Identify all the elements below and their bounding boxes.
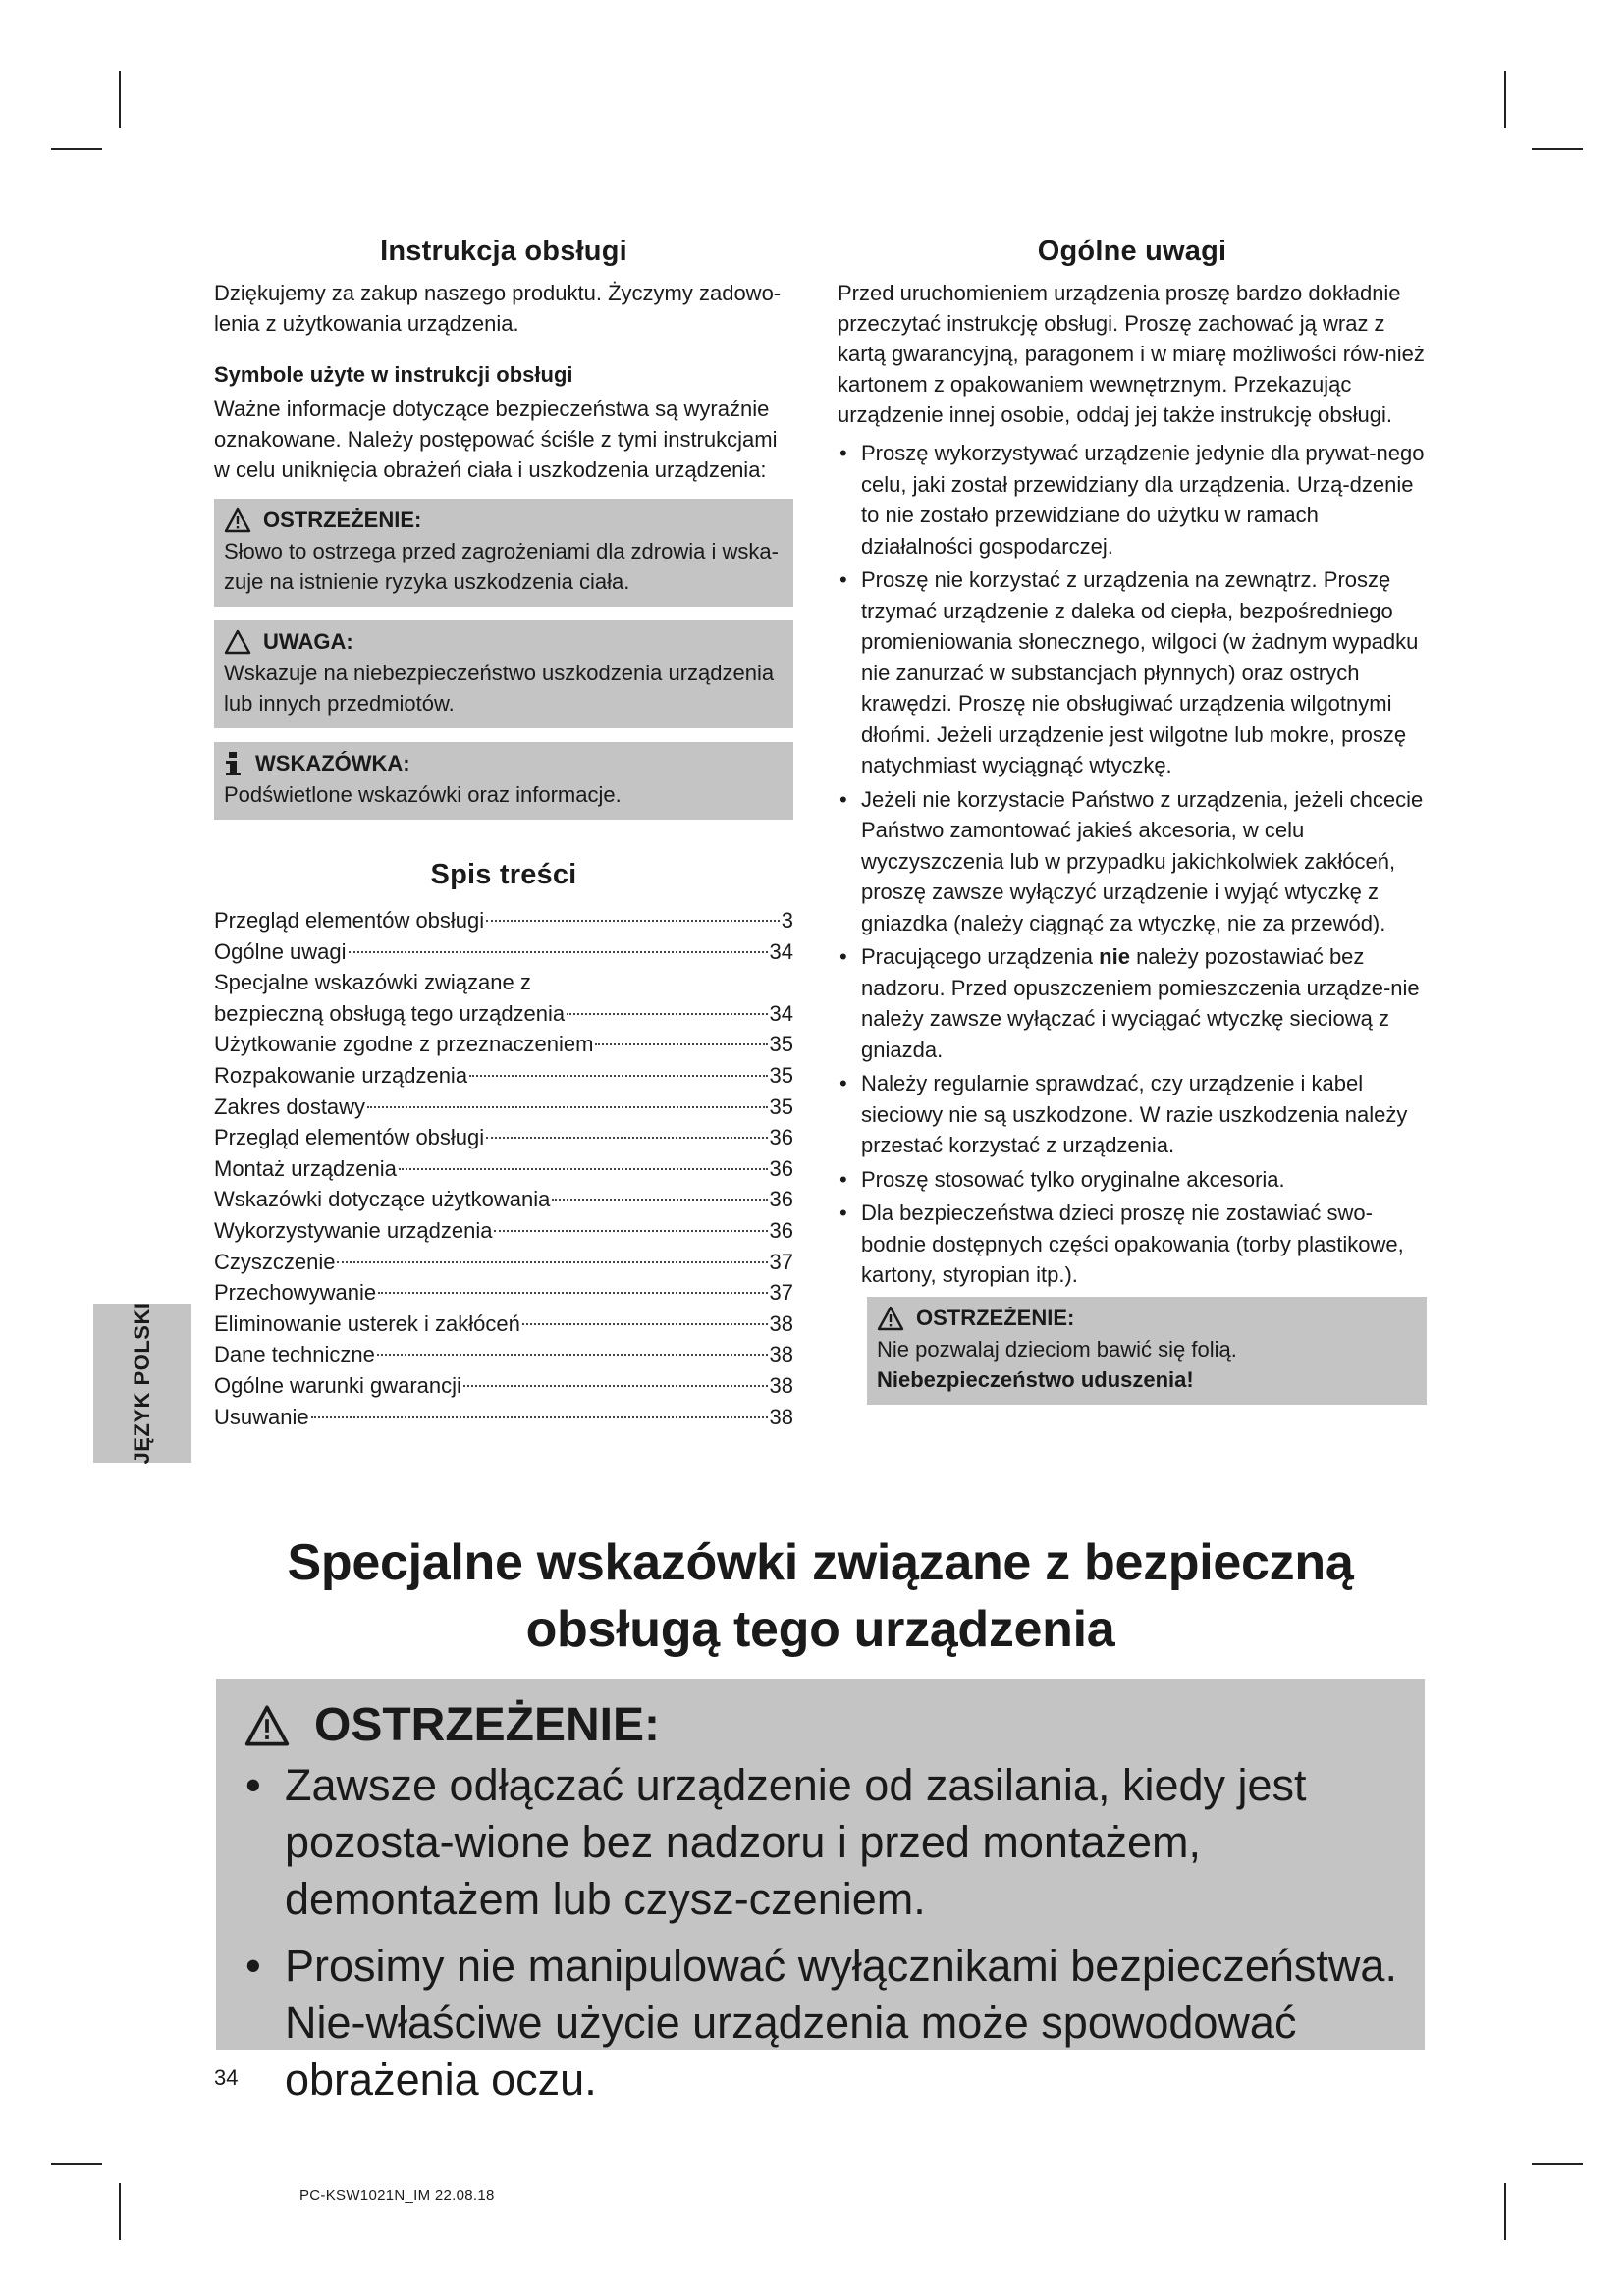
toc-entry: Rozpakowanie urządzenia 35: [214, 1062, 793, 1088]
list-item: • Proszę nie korzystać z urządzenia na zewnątrz. Proszę trzymać urządzenie z daleka od ciepła, bezpośredniego promieniowania słonecznego, wilgoci (w żadnym wypadku nie zanurzać w substancjach płynnych) oraz ostrych krawędzi. Proszę nie obsługiwać urządzenia wilgotnymi dłońmi. Jeżeli urządzenie jest wilgotne lub mokre, proszę natychmiast wyciągnąć wtyczkę.: [838, 564, 1427, 781]
crop-mark: [1532, 148, 1583, 150]
toc-entry-prefix: Specjalne wskazówki związane z: [214, 970, 531, 995]
toc-entry: Ogólne warunki gwarancji 38: [214, 1372, 793, 1398]
intro-title: Instrukcja obsługi: [380, 236, 627, 267]
toc-entry: Przegląd elementów obsługi 36: [214, 1125, 793, 1150]
list-item: • Jeżeli nie korzystacie Państwo z urządzenia, jeżeli chcecie Państwo zamontować jakieś akcesoria, w celu wyczyszczenia lub w przypadku jakichkolwiek zakłóceń, proszę zawsze wyłączyć urządzenie i wyjąć wtyczkę z gniazdka (należy ciągnąć za wtyczkę, nie za przewód).: [838, 784, 1427, 939]
symbols-text: Ważne informacje dotyczące bezpieczeństwa są wyraźnie oznakowane. Należy postępować ściśle z tymi instrukcjami w celu uniknięcia obrażeń ciała i uszkodzenia urządzenia:: [214, 397, 778, 482]
toc-entry: Użytkowanie zgodne z przeznaczeniem 35: [214, 1032, 793, 1057]
list-item: • Proszę stosować tylko oryginalne akcesoria.: [838, 1164, 1427, 1196]
general-notes-intro: Przed uruchomieniem urządzenia proszę bardzo dokładnie przeczytać instrukcję obsługi. Proszę zachować ją wraz z kartą gwarancyjną, paragonem i w miarę możliwości rów-nież kartonem z opakowaniem wewnętrznym. Przekazując urządzenie innej osobie, oddaj jej także instrukcję obsługi.: [838, 281, 1425, 427]
crop-mark: [119, 2183, 121, 2240]
hint-box-text: Podświetlone wskazówki oraz informacje.: [224, 782, 622, 807]
crop-mark: [51, 148, 102, 150]
crop-mark: [119, 71, 121, 128]
general-notes-title: Ogólne uwagi: [1037, 236, 1227, 267]
list-item: • Zawsze odłączać urządzenie od zasilania, kiedy jest pozosta-wione bez nadzoru i przed montażem, demontażem lub czysz-czeniem.: [234, 1757, 1425, 1928]
hint-box-title: WSKAZÓWKA:: [255, 751, 410, 775]
list-item: • Prosimy nie manipulować wyłącznikami bezpieczeństwa. Nie-właściwe użycie urządzenia może spowodować obrażenia oczu.: [234, 1938, 1425, 2109]
list-item: • Pracującego urządzenia nie należy pozostawiać bez nadzoru. Przed opuszczeniem pomieszczenia urządze-nie należy zawsze wyłączać i wyciągać wtyczkę sieciową z gniazda.: [838, 941, 1427, 1065]
children-warning-box: [867, 1297, 1427, 1405]
toc-entry: Zakres dostawy 35: [214, 1094, 793, 1119]
toc-entry: Wykorzystywanie urządzenia 36: [214, 1217, 793, 1243]
toc-entry: Przechowywanie 37: [214, 1280, 793, 1306]
symbols-heading: Symbole użyte w instrukcji obsługi: [214, 362, 573, 387]
warning-box-title: OSTRZEŻENIE:: [263, 507, 422, 532]
general-notes-list: [838, 438, 1427, 1291]
special-safety-title: Specjalne wskazówki związane z bezpieczną obsługą tego urządzenia: [287, 1534, 1354, 1658]
toc-entry: Czyszczenie 37: [214, 1249, 793, 1274]
language-tab: [93, 1304, 191, 1463]
crop-mark: [1504, 71, 1506, 128]
caution-box-title: UWAGA:: [263, 629, 353, 654]
toc-entry: Eliminowanie usterek i zakłóceń 38: [214, 1310, 793, 1336]
crop-mark: [1504, 2183, 1506, 2240]
warning-box-text: Słowo to ostrzega przed zagrożeniami dla zdrowia i wska-zuje na istnienie ryzyka uszkodzenia ciała.: [224, 539, 779, 594]
warning-triangle-icon: [224, 629, 251, 655]
toc-entry: Ogólne uwagi 34: [214, 938, 793, 964]
toc-entry: Wskazówki dotyczące użytkowania 36: [214, 1187, 793, 1212]
toc-entry: bezpieczną obsługą tego urządzenia 34: [214, 1000, 793, 1026]
info-icon: [224, 751, 244, 776]
intro-text: Dziękujemy za zakup naszego produktu. Życzymy zadowo-lenia z użytkowania urządzenia.: [214, 281, 782, 336]
footer-code: PC-KSW1021N_IM 22.08.18: [299, 2187, 495, 2204]
children-warning-title: OSTRZEŻENIE:: [916, 1305, 1075, 1330]
warning-triangle-icon: [877, 1306, 904, 1331]
crop-mark: [51, 2163, 102, 2165]
page-number: 34: [214, 2065, 239, 2090]
warning-triangle-icon: [224, 507, 251, 533]
children-warning-line2: Niebezpieczeństwo uduszenia!: [877, 1366, 1194, 1392]
toc-entry: Przegląd elementów obsługi 3: [214, 908, 793, 933]
caution-box-text: Wskazuje na niebezpieczeństwo uszkodzenia urządzenia lub innych przedmiotów.: [224, 661, 775, 716]
warning-triangle-icon: [244, 1704, 291, 1747]
warning-box: [214, 499, 793, 607]
special-warning-list: [216, 1757, 1425, 2109]
caution-box: [214, 620, 793, 728]
list-item: • Proszę wykorzystywać urządzenie jedynie dla prywat-nego celu, jaki został przewidziany dla urządzenia. Urzą-dzenie to nie zostało przewidziane do użytku w ramach działalności gospodarczej.: [838, 438, 1427, 561]
left-column: [214, 236, 793, 1432]
toc-entry: Usuwanie 38: [214, 1404, 793, 1429]
toc-entry: Montaż urządzenia 36: [214, 1155, 793, 1181]
toc-title: Spis treści: [430, 859, 577, 890]
hint-box: [214, 742, 793, 820]
list-item: • Dla bezpieczeństwa dzieci proszę nie zostawiać swo-bodnie dostępnych części opakowania (torby plastikowe, kartony, styropian itp.).: [838, 1198, 1427, 1291]
list-item: • Należy regularnie sprawdzać, czy urządzenie i kabel sieciowy nie są uszkodzone. W razie uszkodzenia należy przestać korzystać z urządzenia.: [838, 1068, 1427, 1161]
right-column: [838, 236, 1427, 1405]
crop-mark: [1532, 2163, 1583, 2165]
language-tab-label: JĘZYK POLSKI: [130, 1302, 154, 1465]
toc-entry: Dane techniczne 38: [214, 1342, 793, 1367]
table-of-contents: [214, 905, 793, 1432]
special-warning-title: OSTRZEŻENIE:: [314, 1699, 661, 1751]
children-warning-line1: Nie pozwalaj dzieciom bawić się folią.: [877, 1336, 1237, 1362]
